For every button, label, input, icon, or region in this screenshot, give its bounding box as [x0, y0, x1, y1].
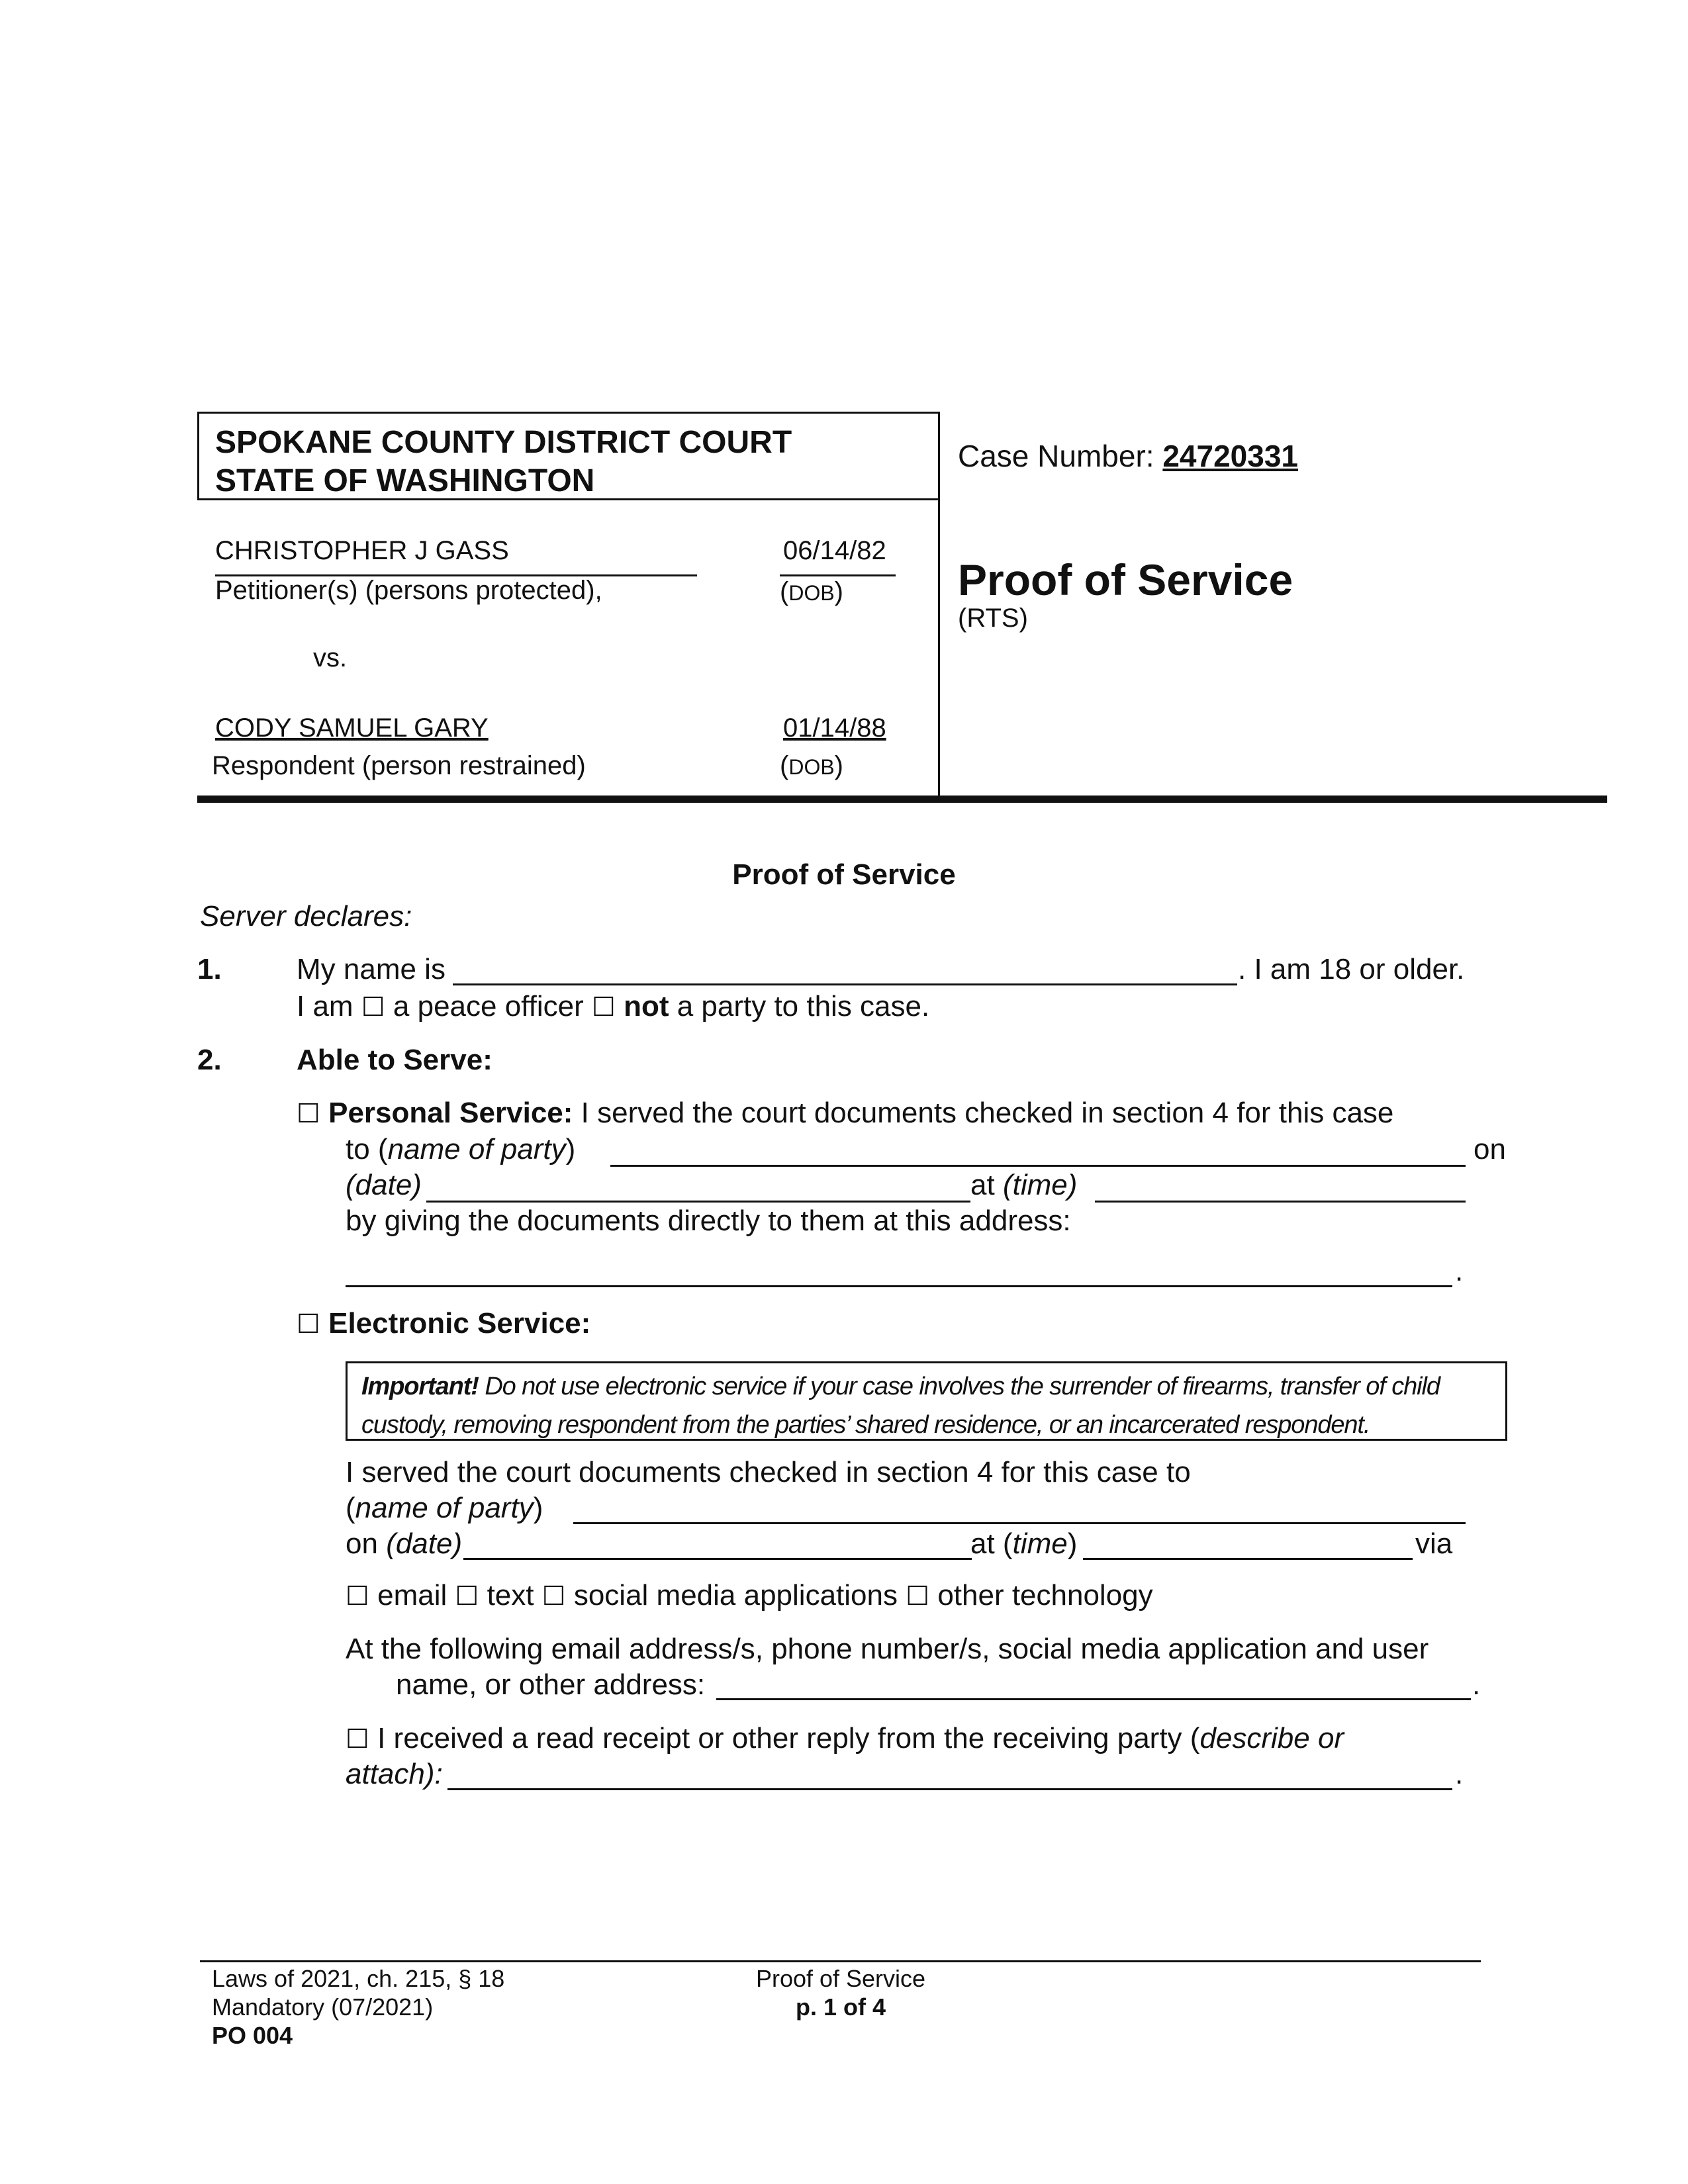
electronic-service-checkbox[interactable]: ☐: [297, 1309, 320, 1340]
petitioner-label: Petitioner(s) (persons protected),: [215, 576, 602, 605]
email-checkbox[interactable]: ☐: [346, 1581, 369, 1612]
electronic-party-blank[interactable]: [573, 1522, 1466, 1524]
server-name-blank[interactable]: [453, 983, 1237, 985]
item-1-status: I am ☐ a peace officer ☐ not a party to this case.: [297, 990, 930, 1023]
personal-date-blank[interactable]: [426, 1201, 970, 1203]
electronic-method-options: ☐ email ☐ text ☐ social media applications ☐ other technology: [346, 1579, 1153, 1612]
read-receipt-line: ☐ I received a read receipt or other reply from the receiving party (describe or: [346, 1722, 1344, 1754]
respondent-dob-label: (DOB): [780, 751, 843, 780]
important-label: Important!: [361, 1373, 479, 1400]
following-address-line-2: name, or other address:: [396, 1668, 706, 1701]
read-receipt-period: .: [1455, 1758, 1464, 1790]
item-1-number: 1.: [197, 953, 222, 985]
electronic-served: I served the court documents checked in section 4 for this case to: [346, 1456, 1191, 1488]
read-receipt-blank[interactable]: [447, 1788, 1452, 1790]
important-notice: Important! Do not use electronic service if your case involves the surrender of firearms, transfer of child custody, removing respondent from the parties’ shared residence, or an incarcerated respondent.: [361, 1373, 1440, 1439]
electronic-time-blank[interactable]: [1083, 1558, 1413, 1560]
caption-bottom-rule: [197, 796, 1607, 803]
footer-page: p. 1 of 4: [795, 1993, 886, 2021]
petitioner-name: CHRISTOPHER J GASS: [215, 536, 509, 565]
footer-form-code: PO 004: [212, 2022, 293, 2049]
other-technology-checkbox[interactable]: ☐: [906, 1581, 930, 1612]
personal-by-giving: by giving the documents directly to them at this address:: [346, 1205, 1071, 1237]
electronic-address-period: .: [1472, 1668, 1481, 1701]
form-title: Proof of Service: [958, 555, 1293, 604]
text-checkbox[interactable]: ☐: [455, 1581, 479, 1612]
footer-laws: Laws of 2021, ch. 215, § 18: [212, 1965, 505, 1992]
server-declares: Server declares:: [200, 900, 412, 933]
court-line-1: SPOKANE COUNTY DISTRICT COURT: [215, 425, 792, 460]
respondent-dob: 01/14/88: [783, 713, 886, 743]
personal-service-checkbox[interactable]: ☐: [297, 1099, 320, 1129]
vs-label: vs.: [313, 643, 348, 672]
form-subtitle: (RTS): [958, 604, 1028, 633]
social-media-checkbox[interactable]: ☐: [541, 1581, 566, 1612]
following-address-line-1: At the following email address/s, phone number/s, social media application and user: [346, 1633, 1429, 1665]
read-receipt-attach: attach):: [346, 1758, 443, 1790]
personal-time-blank[interactable]: [1095, 1201, 1466, 1203]
footer-left: [212, 1964, 504, 2050]
petitioner-dob: 06/14/82: [783, 536, 886, 565]
personal-time-label: at (time): [970, 1169, 1078, 1201]
electronic-date-blank[interactable]: [463, 1558, 972, 1560]
petitioner-dob-label: (DOB): [780, 577, 843, 606]
footer-mandatory: Mandatory (07/2021): [212, 1993, 434, 2021]
electronic-address-blank[interactable]: [716, 1698, 1471, 1700]
read-receipt-checkbox[interactable]: ☐: [346, 1724, 369, 1754]
footer-title: Proof of Service: [755, 1965, 926, 1992]
electronic-time-label: at (time): [970, 1527, 1078, 1560]
electronic-service-line: ☐ Electronic Service:: [297, 1307, 591, 1340]
electronic-via: via: [1415, 1527, 1453, 1560]
court-name: [215, 424, 792, 500]
not-party-checkbox[interactable]: ☐: [591, 992, 616, 1023]
section-heading: Proof of Service: [732, 858, 956, 891]
personal-date-label: (date): [346, 1169, 422, 1201]
petitioner-dob-line: [780, 574, 896, 576]
footer-rule: [200, 1960, 1481, 1962]
item-2-title: Able to Serve:: [297, 1044, 492, 1076]
court-line-2: STATE OF WASHINGTON: [215, 463, 595, 498]
personal-address-period: .: [1455, 1255, 1464, 1287]
peace-officer-checkbox[interactable]: ☐: [361, 992, 385, 1023]
case-number-value: 24720331: [1162, 439, 1299, 473]
case-number-label: Case Number:: [958, 439, 1154, 473]
electronic-date-label: on (date): [346, 1527, 463, 1560]
caption-divider: [938, 412, 940, 802]
item-1-my-name: My name is: [297, 953, 445, 985]
respondent-name: CODY SAMUEL GARY: [215, 713, 489, 743]
personal-party-blank[interactable]: [610, 1165, 1466, 1167]
item-1-age: . I am 18 or older.: [1238, 953, 1465, 985]
personal-on: on: [1474, 1133, 1506, 1165]
personal-service-line: ☐ Personal Service: I served the court documents checked in section 4 for this case: [297, 1097, 1394, 1129]
personal-to-party: to (name of party): [346, 1133, 576, 1165]
personal-address-blank[interactable]: [346, 1285, 1452, 1287]
footer-center: [708, 1964, 973, 2021]
case-number: [958, 438, 1298, 474]
item-2-number: 2.: [197, 1044, 222, 1076]
respondent-label: Respondent (person restrained): [212, 751, 586, 780]
electronic-party-label: (name of party): [346, 1492, 543, 1524]
